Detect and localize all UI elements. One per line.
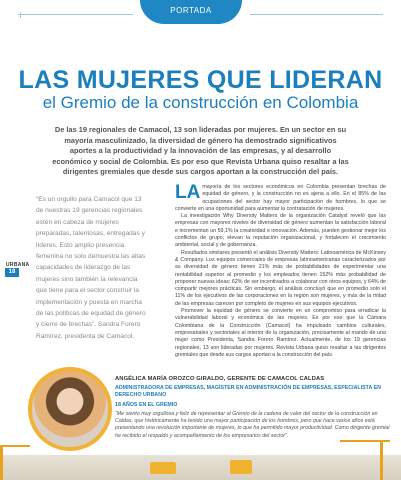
truck-illustration bbox=[150, 462, 176, 474]
crane-illustration-right bbox=[380, 440, 383, 480]
top-rule-left bbox=[18, 14, 133, 15]
crane-illustration bbox=[0, 445, 3, 480]
crane-boom-illustration-right bbox=[340, 440, 390, 442]
subheadline: el Gremio de la construcción en Colombia bbox=[42, 93, 359, 112]
construction-scene bbox=[0, 455, 401, 480]
page-number: 18 bbox=[5, 268, 19, 277]
dropcap: LA bbox=[175, 182, 201, 203]
article-body bbox=[175, 184, 386, 359]
paragraph-3: Resultados similares presentó el análisis Diversity Matters: Latinoamérica de McKinsey & Company. Los equipos comerciales de empresas latinoamericanas caracterizados por su diversidad de género tienen 21% más de probabilidades de experimentar una rentabilidad superior al promedio y los empleados tienen 152% más probabilidad de proponer nuevas ideas; 62% de ser incentivados a colaborar con otros equipos, y 64% de compartir mejores prácticas. Sin embargo, el análisis concluyó que en promedio solo el 11% de los ejecutivos de las corporaciones en la región son mujeres, y más de la mitad de las empresas carecen por completo de mujeres en sus equipos ejecutivos. bbox=[175, 249, 386, 307]
profile-role: ADMINISTRADORA DE EMPRESAS, MAGÍSTER EN ADMINISTRACIÓN DE EMPRESAS, ESPECIALISTA EN DERECHO URBANO bbox=[115, 385, 381, 398]
pull-quote: “Es un orgullo para Camacol que 13 de nuestras 19 gerencias regionales estén en cabeza de mujeres preparadas, talentosas, entregadas y líderes. Esto amplio presencia femenina no solo demuestra las altas capacidades de liderazgo de las mujeres sino también la relevancia que tiene para el sector construir la implementación y puesta en marcha de las políticas de equidad de género y cierre de brechas”. Sandra Forero Ramírez, presidenta de Camacol. bbox=[36, 196, 146, 340]
paragraph-2: La investigación Why Diversity Matters de la organización Catalyst reveló que las empresas con mayores niveles de diversidad de género aumentan la satisfacción laboral e incrementan un 59,1% la creatividad e innovación. Además, pueden gestionar mejor los conflictos de grupo, elevan la reputación organizacional, y fortalecen el crecimiento ambiental, social y de gobernanza. bbox=[175, 213, 386, 249]
paragraph-1 bbox=[175, 184, 386, 213]
paragraph-1-text: mayoría de los sectores económicos en Colombia presentan brechas de equidad de género, y la construcción no es ajena a ello. En el 85% de las ocupaciones del sector hay mayor participación de hombres, lo que se convierte en una oportunidad para aumentar la contratación de mujeres. bbox=[175, 184, 386, 212]
paragraph-4: Promover la equidad de género se convierte en un compromiso para erradicar la vulnerabilidad laboral y económica de las mujeres. Es por eso que la Cámara Colombiana de la Construcción (Camacol) ha impulsado cambios culturales, empresariales y sectoriales al interior de la organización, precisamente al mando de una mujer como Presidenta, Sandra Forero Ramírez. Actualmente, de los 19 gerencias regionales, 13 son lideradas por mujeres. Revista Urbana quiso resaltar a las dirigentes gremiales que desde sus cargos aportan a la construcción del país. bbox=[175, 308, 386, 358]
page-tick bbox=[20, 12, 21, 18]
intro-paragraph: De las 19 regionales de Camacol, 13 son lideradas por mujeres. En un sector en su mayoría masculinizado, la diversidad de género ha demostrado significativos aportes a la productividad y la innovación de las empresas, y al desarrollo económico y social de Colombia. Es por eso que Revista Urbana quiso resaltar a las dirigentes gremiales que desde sus cargos aportan a la construcción del país. bbox=[52, 125, 349, 176]
profile-quote: “Me siento muy orgullosa y feliz de representar al Gremio de la cadena de valor del sector de la construcción en Caldas, que históricamente ha tenido una mayor participación de los hombres, pero que hace varios años está presentando una revolución importante de mujeres, lo que ha permitido mayor productividad. Como dirigente gremial he recibido el respaldo y acompañamiento de los empresarios del sector”. bbox=[115, 411, 390, 439]
top-rule-right bbox=[250, 14, 383, 15]
section-tab bbox=[140, 0, 242, 24]
crane-boom-illustration bbox=[0, 445, 30, 447]
excavator-illustration bbox=[230, 460, 252, 474]
profile-years: 18 AÑOS EN EL GREMIO bbox=[115, 402, 178, 408]
headline: LAS MUJERES QUE LIDERAN bbox=[18, 66, 383, 94]
profile-photo bbox=[28, 367, 112, 451]
profile-name: ANGÉLICA MARÍA OROZCO GIRALDO, GERENTE DE CAMACOL CALDAS bbox=[115, 376, 325, 382]
section-tab-label: PORTADA bbox=[170, 6, 212, 15]
side-label: URBANA bbox=[6, 262, 30, 268]
